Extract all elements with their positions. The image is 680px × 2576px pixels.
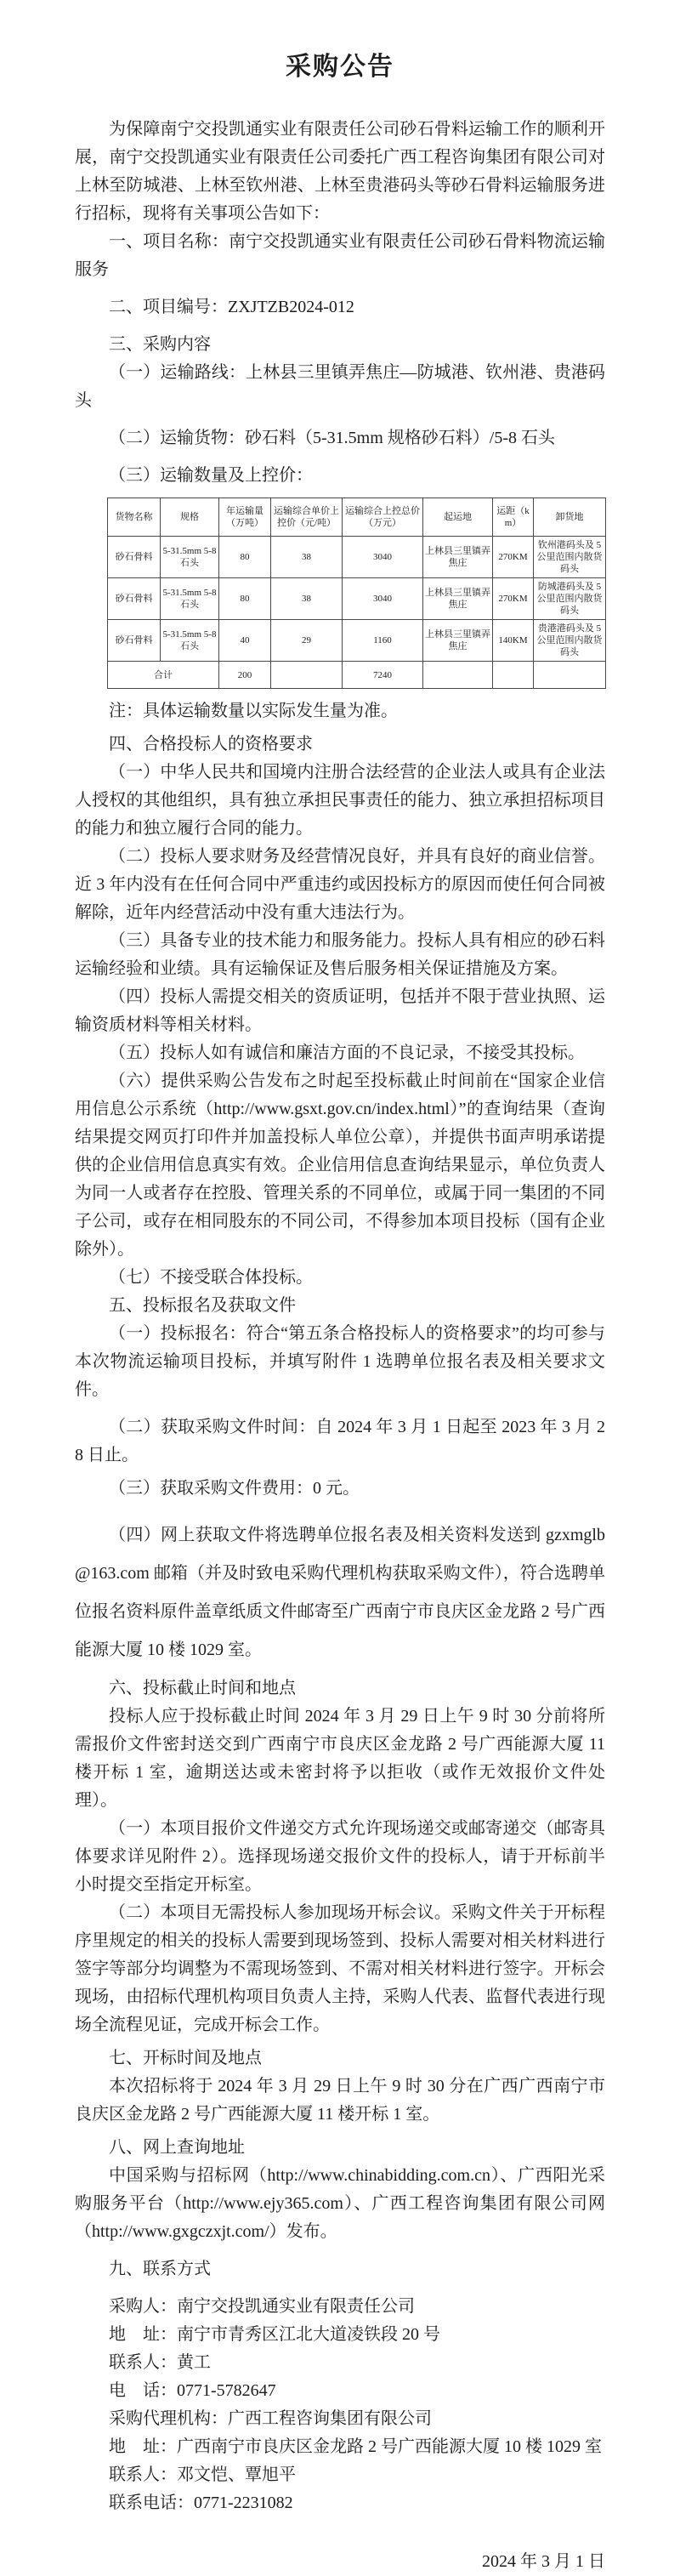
table-header-cell: 货物名称	[108, 498, 161, 537]
table-cell: 砂石骨料	[108, 537, 161, 578]
table-row	[108, 537, 606, 578]
section-heading-7: 七、开标时间及地点	[109, 2049, 262, 2067]
table-header-row	[108, 498, 606, 537]
table-cell: 80	[219, 537, 271, 578]
paragraph-project-number: 二、项目编号：ZXJTZB2024-012	[109, 298, 354, 316]
paragraph: 中国采购与招标网（http://www.chinabidding.com.cn）、广西阳光采购服务平台（http://www.ejy365.com）、广西工程咨询集团有限公司网（http://www.gxgczxjt.com/）发布。	[75, 2166, 605, 2241]
table-cell: 贵港港码头及 5 公里范围内散货码头	[534, 620, 606, 662]
table-total-row	[108, 662, 606, 689]
table-cell: 200	[219, 662, 271, 689]
table-cell: 砂石骨料	[108, 620, 161, 662]
paragraph: （一）投标报名：符合“第五条合格投标人的资格要求”的均可参与本次物流运输项目投标，并填写附件 1 选聘单位报名表及相关要求文件。	[75, 1324, 605, 1399]
table-cell: 140KM	[493, 620, 534, 662]
paragraph-goods: （二）运输货物：砂石料（5-31.5mm 规格砂石料）/5-8 石头	[109, 429, 555, 447]
section-heading-6: 六、投标截止时间和地点	[109, 1679, 296, 1697]
table-cell: 29	[271, 620, 343, 662]
paragraph-quantity-heading: （三）运输数量及上控价：	[109, 466, 313, 485]
table-cell: 防城港码头及 5 公里范围内散货码头	[534, 578, 606, 620]
table-cell: 5-31.5mm 5-8 石头	[161, 578, 219, 620]
contact-purchaser: 采购人：南宁交投凯通实业有限责任公司	[109, 2297, 415, 2316]
table-cell: 钦州港码头及 5 公里范围内散货码头	[534, 537, 606, 578]
contact-agency-phone: 联系电话：0771-2231082	[109, 2494, 293, 2512]
table-cell: 5-31.5mm 5-8 石头	[161, 537, 219, 578]
table-cell: 7240	[343, 662, 423, 689]
table-row	[108, 578, 606, 620]
table-cell: 上林县三里镇弄焦庄	[423, 578, 493, 620]
contact-agency: 采购代理机构：广西工程咨询集团有限公司	[109, 2409, 432, 2428]
table-note: 注：具体运输数量以实际发生量为准。	[109, 702, 398, 720]
table-row	[108, 620, 606, 662]
table-cell: 3040	[343, 578, 423, 620]
contact-phone: 电 话：0771-5782647	[109, 2381, 276, 2400]
table-cell: 80	[219, 578, 271, 620]
section-heading-3: 三、采购内容	[109, 335, 211, 354]
paragraph: （五）投标人如有诚信和廉洁方面的不良记录，不接受其投标。	[109, 1043, 585, 1062]
paragraph-route: （一）运输路线：上林县三里镇弄焦庄—防城港、钦州港、贵港码头	[75, 363, 605, 410]
paragraph: （二）获取采购文件时间：自 2024 年 3 月 1 日起至 2023 年 3 月 28 日止。	[75, 1418, 605, 1464]
paragraph-intro: 为保障南宁交投凯通实业有限责任公司砂石骨料运输工作的顺利开展，南宁交投凯通实业有限责任公司委托广西工程咨询集团有限公司对上林至防城港、上林至钦州港、上林至贵港码头等砂石骨料运输服务进行招标，现将有关事项公告如下：	[75, 120, 605, 223]
table-header-cell: 运输综合上控总价（万元）	[343, 498, 423, 537]
table-header-cell: 运距（km）	[493, 498, 534, 537]
table-cell: 上林县三里镇弄焦庄	[423, 537, 493, 578]
contact-person: 联系人：黄工	[109, 2353, 211, 2372]
table-cell	[423, 662, 493, 689]
paragraph-project-name: 一、项目名称：南宁交投凯通实业有限责任公司砂石骨料物流运输服务	[75, 232, 605, 279]
page-title: 采购公告	[286, 53, 394, 81]
table-cell	[271, 662, 343, 689]
section-heading-9: 九、联系方式	[109, 2260, 211, 2278]
table-cell: 3040	[343, 537, 423, 578]
table-header-cell: 起运地	[423, 498, 493, 537]
table-cell	[534, 662, 606, 689]
paragraph: 本次招标将于 2024 年 3 月 29 日上午 9 时 30 分在广西广西南宁市良庆区金龙路 2 号广西能源大厦 11 楼开标 1 室。	[75, 2077, 605, 2124]
table-cell: 38	[271, 537, 343, 578]
paragraph: （七）不接受联合体投标。	[109, 1268, 313, 1287]
table-cell: 上林县三里镇弄焦庄	[423, 620, 493, 662]
paragraph: （二）投标人要求财务及经营情况良好，并具有良好的商业信誉。近 3 年内没有在任何合同中严重违约或因投标方的原因而使任何合同被解除，近年内经营活动中没有重大违法行为。	[75, 847, 605, 922]
paragraph: （四）网上获取文件将选聘单位报名表及相关资料发送到 gzxmglb@163.com 邮箱（并及时致电采购代理机构获取采购文件），符合选聘单位报名资料原件盖章纸质文件邮寄至广西南宁市良庆区金龙路 2 号广西能源大厦 10 楼 1029 室。	[75, 1526, 605, 1659]
table-cell: 1160	[343, 620, 423, 662]
paragraph: （一）中华人民共和国境内注册合法经营的企业法人或具有企业法人授权的其他组织，具有独立承担民事责任的能力、独立承担招标项目的能力和独立履行合同的能力。	[75, 763, 605, 838]
contact-agency-address: 地 址：广西南宁市良庆区金龙路 2 号广西能源大厦 10 楼 1029 室	[109, 2437, 602, 2456]
publish-date: 2024 年 3 月 1 日	[482, 2552, 605, 2571]
table-cell: 38	[271, 578, 343, 620]
table-cell: 270KM	[493, 537, 534, 578]
paragraph: （三）具备专业的技术能力和服务能力。投标人具有相应的砂石料运输经验和业绩。具有运输保证及售后服务相关保证措施及方案。	[75, 931, 605, 978]
paragraph: （六）提供采购公告发布之时起至投标截止时间前在“国家企业信用信息公示系统（http://www.gsxt.gov.cn/index.html）”的查询结果（查询结果提交网页打印件并加盖投标人单位公章），并提供书面声明承诺提供的企业信用信息真实有效。企业信用信息查询结果显示，单位负责人为同一人或者存在控股、管理关系的不同单位，或属于同一集团的不同子公司，或存在相同股东的不同公司，不得参加本项目投标（国有企业除外）。	[75, 1072, 605, 1259]
table-header-cell: 卸货地	[534, 498, 606, 537]
table-cell: 270KM	[493, 578, 534, 620]
table-cell: 砂石骨料	[108, 578, 161, 620]
section-heading-8: 八、网上查询地址	[109, 2138, 245, 2157]
paragraph: （三）获取采购文件费用：0 元。	[109, 1479, 360, 1498]
paragraph: （一）本项目报价文件递交方式允许现场递交或邮寄递交（邮寄具体要求详见附件 2）。选择现场递交报价文件的投标人，请于开标前半小时提交至指定开标室。	[75, 1819, 605, 1894]
section-heading-5: 五、投标报名及获取文件	[109, 1296, 296, 1315]
table-total-label: 合计	[108, 662, 219, 689]
quantity-price-table	[107, 498, 606, 689]
table-header-cell: 运输综合单价上控价（元/吨）	[271, 498, 343, 537]
paragraph: （四）投标人需提交相关的资质证明，包括并不限于营业执照、运输资质材料等相关材料。	[75, 987, 605, 1034]
section-heading-4: 四、合格投标人的资格要求	[109, 735, 313, 753]
table-header-cell: 年运输量（万吨）	[219, 498, 271, 537]
table-header-cell: 规格	[161, 498, 219, 537]
paragraph: （二）本项目无需投标人参加现场开标会议。采购文件关于开标程序里规定的相关的投标人需要到现场签到、投标人需要对相关材料进行签字等部分均调整为不需现场签到、不需对相关材料进行签字。开标会现场，由招标代理机构项目负责人主持，采购人代表、监督代表进行现场全流程见证，完成开标会工作。	[75, 1903, 605, 2034]
table-cell	[493, 662, 534, 689]
table-cell: 40	[219, 620, 271, 662]
paragraph: 投标人应于投标截止时间 2024 年 3 月 29 日上午 9 时 30 分前将所需报价文件密封送交到广西南宁市良庆区金龙路 2 号广西能源大厦 11 楼开标 1 室，逾期送达或未密封将予以拒收（或作无效报价文件处理）。	[75, 1707, 605, 1810]
contact-address: 地 址：南宁市青秀区江北大道凌铁段 20 号	[109, 2325, 440, 2344]
table-cell: 5-31.5mm 5-8 石头	[161, 620, 219, 662]
contact-agency-person: 联系人：邓文恺、覃旭平	[109, 2465, 296, 2484]
